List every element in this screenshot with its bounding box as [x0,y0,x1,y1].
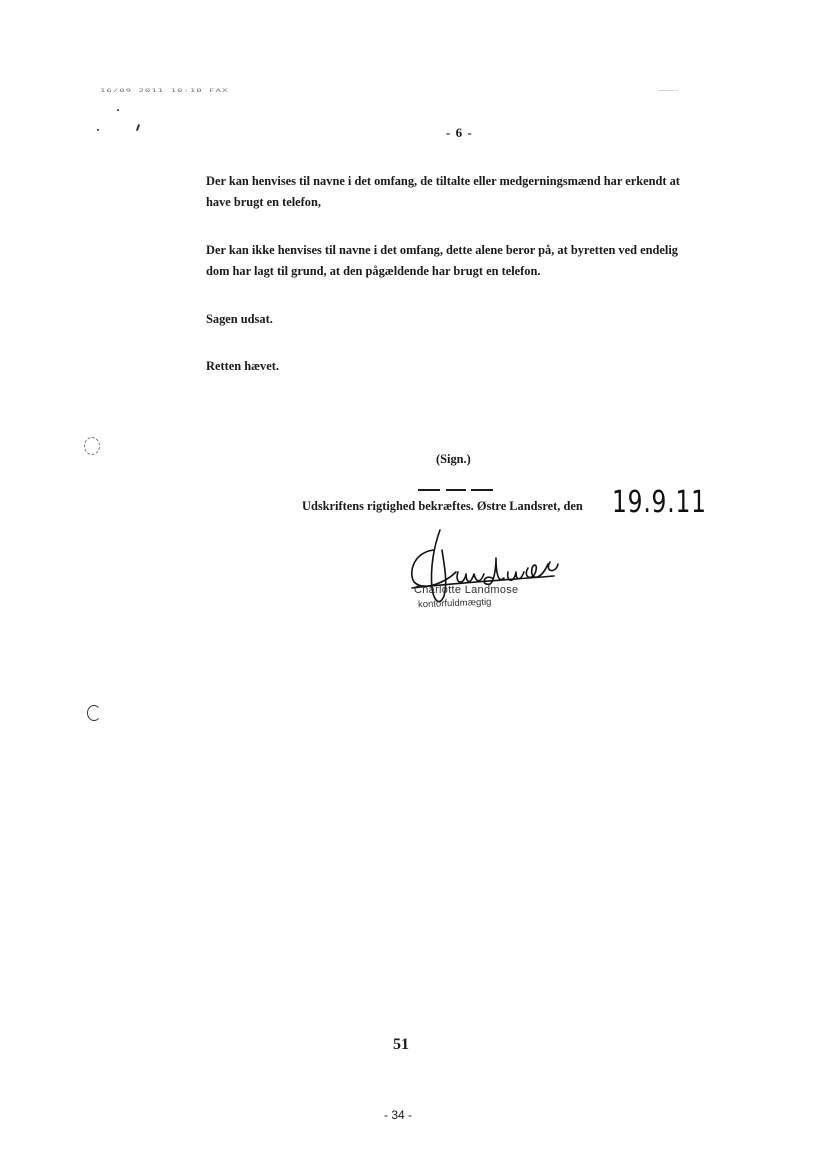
stamp-name: Charlotte Landmose [414,584,519,596]
paragraph-4 [206,356,706,377]
page-number: - 6 - [446,125,473,140]
separator-dash [471,489,493,491]
punch-hole-mark [87,705,101,721]
punch-hole-mark [84,437,100,455]
separator-dash [418,489,440,491]
paragraph-3 [206,309,706,330]
stamp-title: kontorfuldmægtig [417,596,492,611]
handwritten-date: 19.9.11 [612,485,707,520]
bates-number: 51 [393,1036,409,1053]
fax-header-left: 16/09 2011 10:10 FAX [100,88,229,94]
paragraph-2 [206,240,706,282]
signature-image [404,528,574,628]
paragraph-1 [206,171,706,213]
paragraph-line: have brugt en telefon, [206,195,321,209]
signed-label: (Sign.) [436,452,471,466]
paragraph-line: dom har lagt til grund, at den pågældende har brugt en telefon. [206,264,541,278]
scan-speck [136,124,140,131]
paragraph-line: Sagen udsat. [206,312,273,326]
paragraph-line: Der kan henvises til navne i det omfang, de tiltalte eller medgerningsmænd har erkendt at [206,174,680,188]
fax-header-right: —––· [658,88,680,94]
paragraph-line: Der kan ikke henvises til navne i det omfang, dette alene beror på, at byretten ved endelig [206,243,678,257]
scan-speck [97,129,99,131]
separator-dash [446,489,466,491]
paragraph-line: Retten hævet. [206,359,279,373]
scan-speck [117,109,119,111]
certification-text: Udskriftens rigtighed bekræftes. Østre Landsret, den [302,499,583,513]
footer-page-number: - 34 - [384,1108,413,1122]
